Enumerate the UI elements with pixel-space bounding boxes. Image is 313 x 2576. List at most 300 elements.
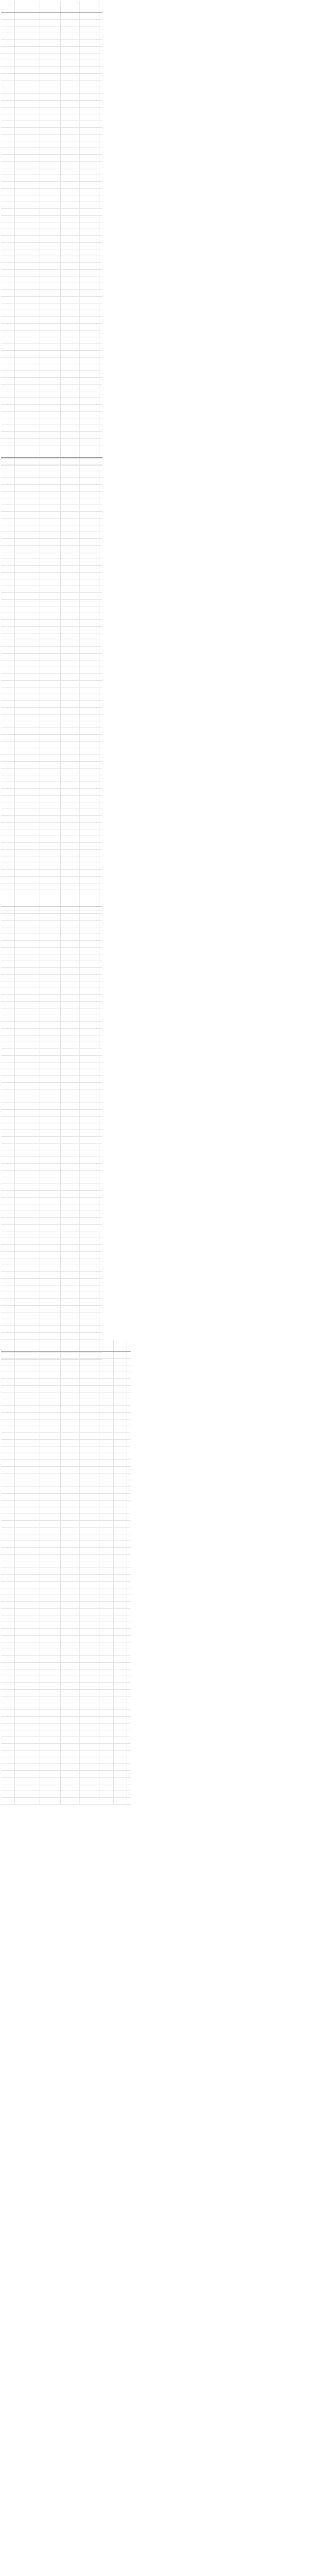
- table-row: [1, 1231, 102, 1238]
- table-cell-1: [1, 1669, 15, 1676]
- table-cell-3: [39, 1791, 61, 1797]
- table-cell-5: [80, 863, 100, 869]
- table-cell-4: [61, 1784, 80, 1791]
- table-cell-1: [1, 907, 15, 913]
- table-cell-4: [61, 121, 80, 127]
- table-row: [1, 1717, 131, 1724]
- table-cell-5: [80, 101, 100, 107]
- table-cell-7: [114, 1352, 127, 1358]
- table-cell-4: [61, 863, 80, 869]
- table-cell-3: [39, 742, 61, 748]
- table-cell-1: [1, 1744, 15, 1750]
- table-cell-4: [61, 600, 80, 606]
- table-cell-4: [61, 458, 80, 464]
- table-cell-5: [80, 283, 100, 289]
- table-cell-5: [80, 1299, 100, 1305]
- table-cell-6: [100, 1467, 114, 1473]
- table-cell-4: [61, 1636, 80, 1642]
- table-cell-4: [61, 1144, 80, 1150]
- table-cell-3: [39, 1724, 61, 1730]
- table-cell-2: [15, 728, 39, 734]
- table-cell-1: [1, 1359, 15, 1365]
- table-cell-4: [61, 101, 80, 107]
- table-cell-2: [15, 331, 39, 337]
- table-row: [1, 954, 102, 961]
- table-cell-2: [15, 914, 39, 920]
- table-cell-5: [80, 202, 100, 208]
- table-row: [1, 995, 102, 1002]
- table-cell-2: [15, 439, 39, 445]
- table-cell-3: [39, 148, 61, 154]
- table-cell-1: [1, 263, 15, 269]
- table-row: [1, 1130, 102, 1137]
- table-cell-3: [39, 1258, 61, 1265]
- table-cell-2: [15, 1198, 39, 1204]
- table-row: [1, 1392, 131, 1399]
- table-cell-2: [15, 195, 39, 202]
- table-cell-1: [1, 492, 15, 498]
- table-cell-2: [15, 1548, 39, 1554]
- table-cell-1: [1, 202, 15, 208]
- table-cell-3: [39, 1406, 61, 1412]
- table-cell-5: [80, 378, 100, 384]
- table-cell-4: [61, 954, 80, 961]
- table-row: [1, 33, 102, 40]
- table-cell-2: [15, 1204, 39, 1211]
- table-cell-3: [39, 1582, 61, 1588]
- table-cell-2: [15, 627, 39, 633]
- table-cell-3: [39, 67, 61, 73]
- table-cell-4: [61, 1191, 80, 1197]
- table-cell-4: [61, 1507, 80, 1514]
- table-cell-5: [80, 914, 100, 920]
- table-row: [1, 816, 102, 823]
- table-cell-3: [39, 1697, 61, 1703]
- table-cell-1: [1, 1480, 15, 1486]
- table-row: [1, 1312, 102, 1319]
- table-cell-6: [100, 1487, 114, 1493]
- table-cell-6: [100, 1413, 114, 1419]
- table-cell-2: [15, 1771, 39, 1777]
- table-row: [1, 303, 102, 310]
- table-cell-4: [61, 175, 80, 181]
- table-cell-2: [15, 1171, 39, 1177]
- table-cell-1: [1, 229, 15, 235]
- table-cell-5: [80, 1440, 100, 1446]
- table-cell-2: [15, 1724, 39, 1730]
- table-cell-3: [39, 412, 61, 418]
- table-cell-5: [80, 47, 100, 53]
- table-row: [1, 667, 102, 674]
- table-cell-5: [80, 1117, 100, 1123]
- table-cell-4: [61, 1778, 80, 1784]
- table-cell-1: [1, 358, 15, 364]
- table-cell-1: [1, 1204, 15, 1211]
- table-cell-3: [39, 586, 61, 592]
- table-cell-7: [114, 1642, 127, 1649]
- table-row: [1, 512, 102, 519]
- table-cell-2: [15, 802, 39, 809]
- table-cell-7: [114, 1487, 127, 1493]
- table-cell-1: [1, 721, 15, 727]
- table-cell-5: [80, 1541, 100, 1547]
- table-cell-3: [39, 1049, 61, 1055]
- table-cell-4: [61, 148, 80, 154]
- table-cell-3: [39, 1392, 61, 1399]
- table-cell-1: [1, 371, 15, 377]
- table-cell-1: [1, 1279, 15, 1285]
- table-row: [1, 941, 102, 948]
- table-cell-4: [61, 492, 80, 498]
- table-cell-1: [1, 1602, 15, 1608]
- table-cell-4: [61, 1150, 80, 1157]
- table-row: [1, 927, 102, 934]
- table-cell-4: [61, 20, 80, 26]
- table-cell-3: [39, 371, 61, 377]
- table-cell-5: [80, 1399, 100, 1405]
- table-row: [1, 796, 102, 802]
- table-cell-3: [39, 202, 61, 208]
- table-cell-4: [61, 1555, 80, 1561]
- table-cell-1: [1, 1548, 15, 1554]
- table-cell-6: [100, 1433, 114, 1439]
- table-cell-6: [100, 1656, 114, 1662]
- table-cell-3: [39, 243, 61, 249]
- table-cell-4: [61, 1029, 80, 1035]
- table-row: [1, 168, 102, 175]
- table-cell-1: [1, 856, 15, 863]
- table-cell-3: [39, 1029, 61, 1035]
- table-cell-4: [61, 1541, 80, 1547]
- table-cell-2: [15, 988, 39, 994]
- table-cell-3: [39, 566, 61, 572]
- table-cell-3: [39, 1494, 61, 1500]
- table-cell-5: [80, 1204, 100, 1211]
- table-cell-5: [80, 627, 100, 633]
- header-cell-4: [61, 446, 80, 457]
- table-row: [1, 155, 102, 162]
- table-cell-1: [1, 458, 15, 464]
- table-row: [1, 1771, 131, 1778]
- table-cell-5: [80, 1090, 100, 1096]
- table-cell-3: [39, 1069, 61, 1075]
- table-cell-7: [114, 1717, 127, 1723]
- table-cell-6: [100, 1737, 114, 1743]
- table-cell-2: [15, 1440, 39, 1446]
- table-cell-5: [80, 1326, 100, 1332]
- table-cell-1: [1, 600, 15, 606]
- table-cell-4: [61, 209, 80, 215]
- table-row: [1, 1426, 131, 1433]
- table-cell-5: [80, 1319, 100, 1325]
- table-cell-3: [39, 748, 61, 755]
- sheet-3: [1, 895, 102, 1360]
- table-cell-1: [1, 1419, 15, 1426]
- table-cell-2: [15, 512, 39, 518]
- table-cell-1: [1, 1386, 15, 1392]
- table-cell-1: [1, 789, 15, 795]
- table-cell-5: [80, 782, 100, 788]
- table-cell-5: [80, 1285, 100, 1292]
- table-cell-3: [39, 121, 61, 127]
- table-cell-2: [15, 1467, 39, 1473]
- table-cell-6: [100, 1676, 114, 1682]
- table-cell-5: [80, 324, 100, 330]
- table-cell-4: [61, 1359, 80, 1365]
- table-cell-6: [100, 1724, 114, 1730]
- table-row: [1, 195, 102, 202]
- table-cell-1: [1, 742, 15, 748]
- table-cell-3: [39, 1663, 61, 1669]
- table-row: [1, 1238, 102, 1245]
- table-cell-5: [80, 1501, 100, 1507]
- table-cell-4: [61, 1090, 80, 1096]
- table-cell-3: [39, 26, 61, 33]
- header-cell-6: [100, 1340, 114, 1351]
- table-cell-4: [61, 505, 80, 511]
- table-cell-4: [61, 1595, 80, 1601]
- table-cell-3: [39, 782, 61, 788]
- table-cell-7: [114, 1460, 127, 1466]
- table-cell-2: [15, 283, 39, 289]
- table-cell-4: [61, 1798, 80, 1804]
- table-cell-5: [80, 1433, 100, 1439]
- table-row: [1, 1663, 131, 1669]
- table-cell-4: [61, 681, 80, 687]
- table-cell-4: [61, 1737, 80, 1743]
- table-cell-3: [39, 471, 61, 477]
- table-cell-5: [80, 1521, 100, 1527]
- table-cell-1: [1, 471, 15, 477]
- table-cell-2: [15, 1757, 39, 1764]
- table-cell-5: [80, 81, 100, 87]
- table-row: [1, 1474, 131, 1480]
- table-cell-4: [61, 236, 80, 242]
- table-row: [1, 539, 102, 546]
- table-cell-4: [61, 276, 80, 283]
- table-row: [1, 1299, 102, 1306]
- table-cell-5: [80, 478, 100, 484]
- table-row: [1, 1642, 131, 1649]
- table-cell-3: [39, 492, 61, 498]
- table-row: [1, 256, 102, 263]
- table-cell-7: [114, 1419, 127, 1426]
- table-cell-2: [15, 809, 39, 815]
- table-cell-5: [80, 189, 100, 195]
- table-cell-3: [39, 1056, 61, 1062]
- table-cell-2: [15, 290, 39, 296]
- table-cell-2: [15, 856, 39, 863]
- table-cell-2: [15, 748, 39, 755]
- table-row: [1, 552, 102, 559]
- table-cell-5: [80, 1157, 100, 1163]
- table-cell-4: [61, 762, 80, 768]
- table-cell-4: [61, 1575, 80, 1581]
- table-cell-1: [1, 114, 15, 120]
- table-cell-4: [61, 941, 80, 947]
- table-cell-5: [80, 1069, 100, 1075]
- table-row: [1, 1292, 102, 1299]
- table-cell-2: [15, 1069, 39, 1075]
- table-cell-2: [15, 519, 39, 525]
- table-cell-3: [39, 1042, 61, 1048]
- table-cell-5: [80, 1764, 100, 1770]
- table-cell-4: [61, 1062, 80, 1069]
- table-cell-3: [39, 1419, 61, 1426]
- table-cell-5: [80, 681, 100, 687]
- table-cell-5: [80, 1575, 100, 1581]
- table-cell-6: [100, 1649, 114, 1655]
- table-cell-1: [1, 1372, 15, 1378]
- table-cell-1: [1, 1306, 15, 1312]
- table-cell-2: [15, 1258, 39, 1265]
- table-cell-3: [39, 715, 61, 721]
- table-row: [1, 921, 102, 927]
- table-row: [1, 674, 102, 681]
- table-row: [1, 283, 102, 290]
- table-cell-2: [15, 660, 39, 667]
- table-cell-3: [39, 13, 61, 19]
- table-cell-3: [39, 1447, 61, 1453]
- table-row: [1, 1629, 131, 1636]
- table-cell-5: [80, 1144, 100, 1150]
- table-row: [1, 276, 102, 283]
- table-cell-4: [61, 418, 80, 425]
- table-cell-5: [80, 344, 100, 350]
- table-cell-1: [1, 1406, 15, 1412]
- table-cell-5: [80, 1272, 100, 1278]
- table-cell-3: [39, 1191, 61, 1197]
- table-cell-5: [80, 1453, 100, 1459]
- table-cell-6: [100, 1521, 114, 1527]
- table-cell-3: [39, 1615, 61, 1622]
- table-cell-3: [39, 941, 61, 947]
- table-cell-2: [15, 640, 39, 646]
- table-cell-4: [61, 735, 80, 741]
- table-cell-3: [39, 1467, 61, 1473]
- table-cell-4: [61, 1764, 80, 1770]
- table-cell-2: [15, 1231, 39, 1238]
- table-cell-5: [80, 715, 100, 721]
- table-row: [1, 331, 102, 337]
- table-cell-1: [1, 694, 15, 700]
- table-cell-5: [80, 1494, 100, 1500]
- table-cell-1: [1, 1352, 15, 1358]
- table-cell-1: [1, 1164, 15, 1170]
- table-cell-4: [61, 836, 80, 842]
- table-row: [1, 1568, 131, 1575]
- table-cell-5: [80, 1447, 100, 1453]
- table-cell-4: [61, 1744, 80, 1750]
- table-cell-2: [15, 1514, 39, 1520]
- table-cell-5: [80, 1164, 100, 1170]
- table-cell-1: [1, 1717, 15, 1723]
- table-row: [1, 1083, 102, 1090]
- table-cell-3: [39, 1365, 61, 1372]
- table-cell-6: [100, 1379, 114, 1385]
- table-row: [1, 701, 102, 708]
- table-cell-3: [39, 290, 61, 296]
- table-cell-3: [39, 425, 61, 431]
- table-row: [1, 439, 102, 445]
- table-row: [1, 249, 102, 256]
- table-row: [1, 310, 102, 317]
- table-row: [1, 1372, 131, 1379]
- table-cell-5: [80, 809, 100, 815]
- table-row: [1, 1676, 131, 1683]
- table-cell-1: [1, 1177, 15, 1184]
- table-cell-2: [15, 877, 39, 883]
- table-row: [1, 823, 102, 829]
- table-cell-2: [15, 81, 39, 87]
- table-cell-2: [15, 1595, 39, 1601]
- table-cell-1: [1, 674, 15, 680]
- table-cell-3: [39, 222, 61, 229]
- table-cell-2: [15, 263, 39, 269]
- table-cell-2: [15, 182, 39, 188]
- table-cell-3: [39, 1285, 61, 1292]
- table-cell-5: [80, 1123, 100, 1129]
- table-cell-1: [1, 297, 15, 303]
- table-cell-3: [39, 391, 61, 398]
- table-cell-2: [15, 921, 39, 927]
- table-cell-5: [80, 1426, 100, 1432]
- table-cell-2: [15, 378, 39, 384]
- table-cell-5: [80, 934, 100, 940]
- table-cell-2: [15, 74, 39, 80]
- table-cell-2: [15, 573, 39, 579]
- table-row: [1, 1164, 102, 1171]
- table-cell-1: [1, 660, 15, 667]
- table-cell-4: [61, 755, 80, 761]
- table-cell-5: [80, 512, 100, 518]
- table-cell-1: [1, 863, 15, 869]
- table-cell-5: [80, 498, 100, 505]
- table-cell-4: [61, 1683, 80, 1689]
- table-cell-1: [1, 40, 15, 46]
- table-cell-5: [80, 559, 100, 565]
- table-row: [1, 216, 102, 222]
- table-row: [1, 1285, 102, 1292]
- table-cell-1: [1, 1198, 15, 1204]
- table-row: [1, 81, 102, 87]
- table-cell-4: [61, 337, 80, 343]
- table-cell-2: [15, 175, 39, 181]
- table-cell-3: [39, 1352, 61, 1358]
- table-cell-4: [61, 1453, 80, 1459]
- table-cell-5: [80, 385, 100, 391]
- table-cell-4: [61, 270, 80, 276]
- table-row: [1, 189, 102, 195]
- table-cell-7: [114, 1609, 127, 1615]
- table-cell-5: [80, 256, 100, 262]
- table-cell-3: [39, 1218, 61, 1224]
- table-cell-7: [114, 1636, 127, 1642]
- table-cell-4: [61, 1365, 80, 1372]
- table-cell-2: [15, 135, 39, 141]
- header-cell-3: [39, 1340, 61, 1351]
- table-cell-4: [61, 1130, 80, 1136]
- table-cell-2: [15, 1352, 39, 1358]
- table-cell-2: [15, 1534, 39, 1541]
- table-cell-6: [100, 1778, 114, 1784]
- table-cell-3: [39, 1150, 61, 1157]
- table-cell-4: [61, 67, 80, 73]
- table-cell-1: [1, 566, 15, 572]
- table-cell-5: [80, 128, 100, 134]
- table-cell-6: [100, 1365, 114, 1372]
- table-cell-1: [1, 667, 15, 673]
